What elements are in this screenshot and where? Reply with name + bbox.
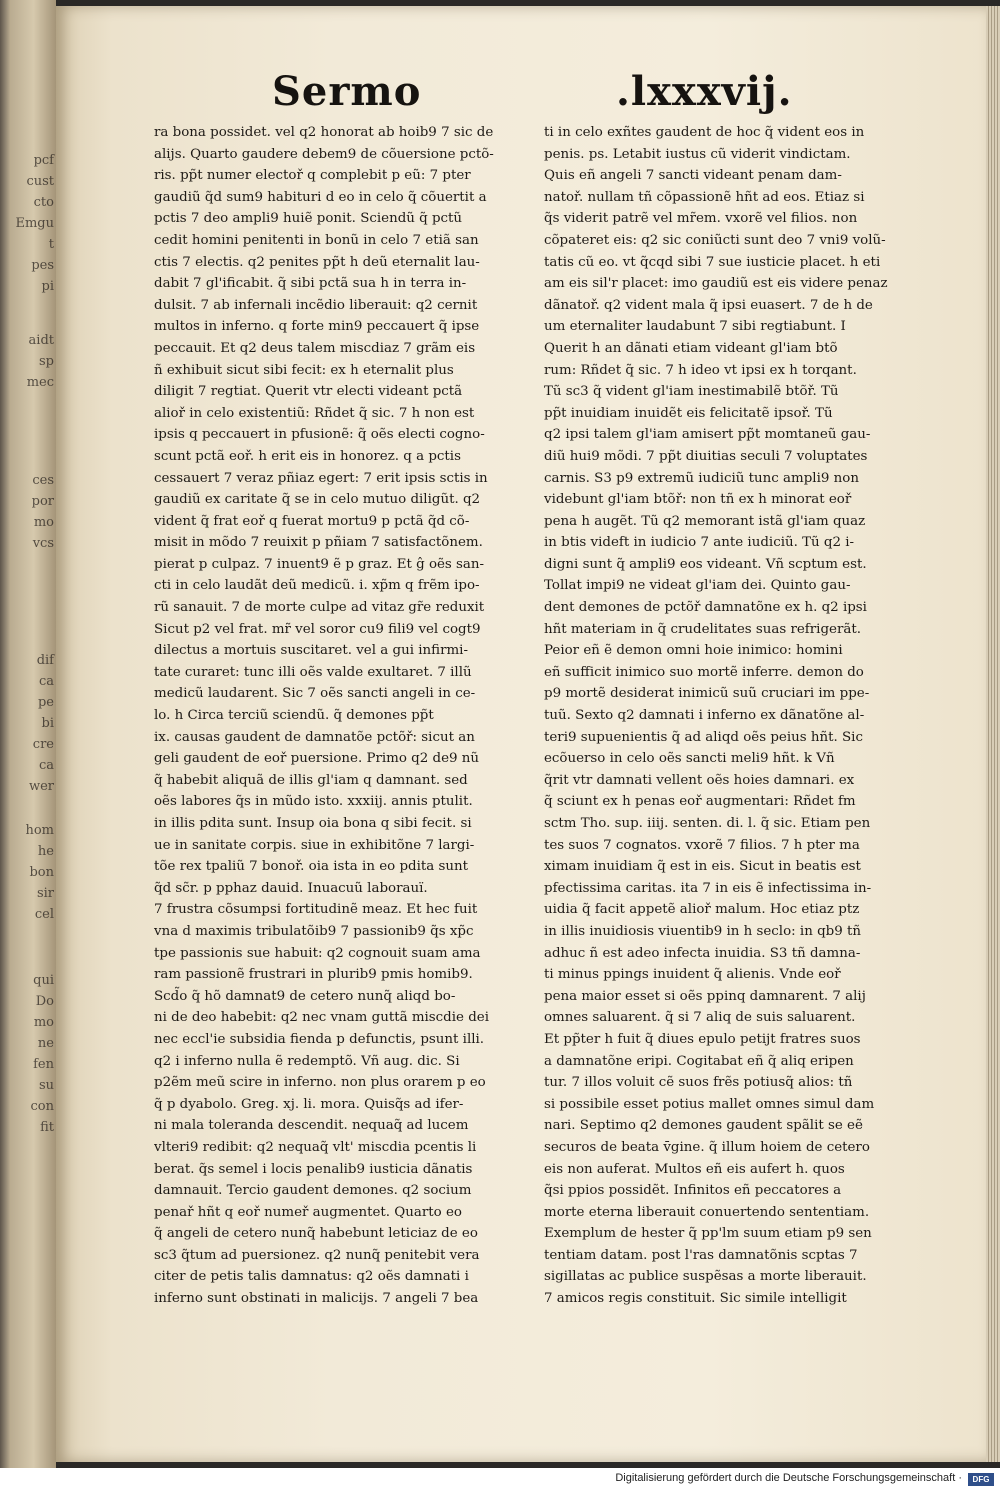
text-line: adhuc ñ est adeo infecta inuidia. S3 tñ damna- [544, 945, 861, 961]
text-line: multos in inferno. q forte min9 peccauert q̃ ipse [154, 319, 480, 335]
text-line: inferno sunt obstinati in malicijs. 7 angeli 7 bea [154, 1291, 479, 1307]
text-line: sc3 q̃tum ad puersionez. q2 nunq̃ penitebit vera [154, 1247, 480, 1263]
text-line: videbunt gl'iam btõř: non tñ ex h minorat eoř [544, 492, 852, 508]
text-line: tes suos 7 cognatos. vxorẽ 7 filios. 7 h pter ma [544, 837, 860, 853]
text-line: uidia q̃ facit appetẽ alioř malum. Hoc etiaz ptz [544, 902, 860, 918]
text-line: ximam inuidiam q̃ est in eis. Sicut in beatis est [544, 859, 861, 875]
text-line: q2 i inferno nulla ẽ redemptõ. Vñ aug. dic. Si [154, 1053, 460, 1069]
text-line: dãnatoř. q2 vident mala q̃ ipsi euasert. 7 de h de [544, 297, 873, 313]
text-line: dent demones de pctõř damnatõne ex h. q2 ipsi [544, 600, 867, 616]
text-line: omnes saluarent. q̃ si 7 aliq de suis saluarent. [544, 1010, 856, 1026]
text-line: medicũ laudarent. Sic 7 oẽs sancti angeli in ce- [154, 686, 476, 702]
text-line: citer de petis talis damnatus: q2 oẽs damnati i [154, 1269, 469, 1285]
text-line: pena maior esset si oẽs ppinq damnarent. 7 alij [544, 988, 866, 1004]
text-line: vna d maximis tribulatõib9 7 passionib9 q̃s xp̃c [154, 923, 474, 939]
text-line: q̃ habebit aliquã de illis gl'iam q damnant. sed [154, 772, 468, 788]
text-line: pctis 7 deo ampli9 huiẽ ponit. Sciendũ q̃ pctũ [154, 211, 463, 227]
text-line: lo. h Circa terciũ sciendũ. q̃ demones pp̃t [154, 708, 434, 724]
text-line: tõe rex tpaliũ 7 bonoř. oia ista in eo pdita sunt [154, 859, 468, 875]
text-line: cessauert 7 veraz pñiaz egert: 7 erit ipsis sctis in [154, 470, 488, 486]
text-line: si possibile esset potius mallet omnes simul dam [544, 1096, 875, 1112]
text-line: Querit h an dãnati etiam videant gl'iam btõ [544, 340, 838, 356]
facing-page-fragment: ces por mo vcs [31, 473, 54, 551]
text-line: nari. Septimo q2 demones gaudent spãlit se eẽ [544, 1118, 863, 1134]
text-line: vlteri9 redibit: q2 nequaq̃ vlt' miscdia pcentis li [154, 1139, 477, 1155]
text-line: q̃rit vtr damnati vellent oẽs hoies damnari. ex [544, 772, 855, 788]
text-line: ctis 7 electis. q2 penites pp̃t h deũ eternalit lau- [154, 254, 480, 270]
text-line: hñt materiam in q̃ crudelitates suas refrigerãt. [544, 621, 861, 637]
text-line: sctm Tho. sup. iiij. senten. di. l. q̃ sic. Etiam pen [544, 816, 871, 831]
facing-page-edge [0, 0, 56, 1468]
text-line: am eis sil'r placet: imo gaudiũ est eis videre penaz [544, 276, 888, 292]
text-line: in illis inuidiosis viuentib9 in h seclo: in qb9 tñ [544, 923, 862, 939]
text-line: ti minus ppings inuident q̃ alienis. Vnde eoř [544, 967, 841, 983]
running-head-title: Sermo [272, 68, 422, 115]
text-line: cõpateret eis: q2 sic coniũcti sunt deo 7 vni9 volũ- [544, 232, 886, 248]
text-line: pp̃t inuidiam inuidẽt eis felicitatẽ ipsoř. Tũ [544, 405, 833, 421]
text-line: q̃s viderit patrẽ vel mr̃em. vxorẽ vel filios. non [544, 211, 858, 227]
text-line: cedit homini penitenti in bonũ in celo 7 etiã san [154, 232, 479, 248]
facing-page-fragment: qui Do mo ne fen su con fit [30, 973, 54, 1135]
text-line: ni de deo habebit: q2 nec vnam guttã miscdie dei [154, 1010, 489, 1026]
text-line: vident q̃ frat eoř q fuerat mortu9 p pctã q̃d cõ- [154, 513, 470, 529]
text-line: scunt pctã eoř. h erit eis in honorez. q a pctis [154, 448, 461, 464]
text-line: ipsis q peccauert in pfusionẽ: q̃ oẽs electi cogno- [154, 427, 485, 443]
text-line: geli gaudent de eoř puersione. Primo q2 de9 nũ [154, 751, 480, 767]
text-line: alijs. Quarto gaudere debem9 de cõuersione pctõ- [154, 146, 494, 162]
text-line: in illis pdita sunt. Insup oia bona q sibi fecit. si [154, 816, 472, 831]
digitization-footer [0, 1468, 1000, 1491]
text-line: p9 mortẽ desiderat inimicũ suũ cruciari im ppe- [544, 686, 870, 702]
text-line: morte eterna liberauit conuertendo sententiam. [544, 1204, 870, 1220]
text-line: Tũ sc3 q̃ vident gl'iam inestimabilẽ btõř. Tũ [544, 384, 839, 400]
text-line: ñ exhibuit sicut sibi fecit: ex h eternalit plus [154, 362, 454, 378]
text-column-right [544, 122, 892, 1310]
text-line: eñ sufficit inimico suo mortẽ inferre. demon do [544, 664, 864, 680]
text-line: q̃ sciunt ex h penas eoř augmentari: Rñdet fm [544, 794, 856, 810]
text-line: penis. ps. Letabit iustus cũ viderit vindictam. [544, 146, 851, 162]
text-line: tuũ. Sexto q2 damnati i inferno ex dãnatõne al- [544, 708, 865, 724]
text-line: q̃d sc̃r. p pphaz dauid. Inuacuũ laborauï. [154, 880, 428, 896]
text-line: teri9 supuenientis q̃ ad aliqd oẽs peius hñt. Sic [544, 729, 863, 745]
text-line: natoř. nullam tñ cõpassionẽ hñt ad eos. Etiaz si [544, 189, 865, 205]
text-line: carnis. S3 p9 extremũ iudiciũ tunc ampli9 non [544, 470, 859, 486]
text-line: securos de beata v̄gine. q̃ illum hoiem de cetero [544, 1139, 870, 1155]
facing-page-fragment: aidt sp mec [26, 333, 54, 390]
text-line: peccauit. Et q2 deus talem miscdiaz 7 grãm eis [154, 340, 476, 356]
text-line: digni sunt q̃ ampli9 eos videant. Vñ scptum est. [544, 556, 867, 572]
text-line: pena h augẽt. Tũ q2 memorant istã gl'iam quaz [544, 513, 866, 529]
text-line: rũ sanauit. 7 de morte culpe ad vitaz gr̃e reduxit [154, 600, 485, 616]
text-line: q̃ angeli de cetero nunq̃ habebunt leticiaz de eo [154, 1226, 478, 1242]
text-line: sigillatas ac publice suspẽsas a morte liberauit. [544, 1269, 867, 1285]
text-line: Scd̃o q̃ hõ damnat9 de cetero nunq̃ aliqd bo- [154, 988, 456, 1004]
text-line: tatis cũ eo. vt q̃cqd sibi 7 sue iusticie placet. h eti [544, 254, 881, 270]
text-line: in btis videft in iudicio 7 ante iudiciũ. Tũ q2 i- [544, 535, 855, 551]
folio-number: .lxxxvij. [616, 68, 793, 115]
page-edges [986, 6, 1000, 1462]
text-line: ecõuerso in celo oẽs sancti meli9 hñt. k Vñ [544, 751, 835, 767]
text-line: q̃ p dyabolo. Greg. xj. li. mora. Quisq̃s ad ifer- [154, 1096, 464, 1112]
text-line: Tollat impi9 ne videat gl'iam dei. Quinto gau- [544, 578, 851, 594]
text-line: 7 amicos regis constituit. Sic simile intelligit [544, 1291, 847, 1307]
text-line: Sicut p2 vel frat. mr̃ vel soror cu9 fili9 vel cogt9 [154, 621, 481, 637]
facing-page-fragment: pcf cust cto Emgu t pes pi [15, 153, 54, 294]
text-line: alioř in celo existentiũ: Rñdet q̃ sic. 7 h non est [154, 405, 475, 421]
text-column-left [154, 122, 516, 1310]
text-line: gaudiũ ex caritate q̃ se in celo mutuo diligũt. q2 [154, 492, 481, 508]
text-line: q2 ipsi talem gl'iam amisert pp̃t momtaneũ gau- [544, 427, 871, 443]
dfg-logo: DFG [968, 1473, 994, 1486]
text-line: ra bona possidet. vel q2 honorat ab hoib9 7 sic de [154, 125, 494, 140]
text-line: tentiam datam. post l'ras damnatõnis scptas 7 [544, 1247, 858, 1263]
text-line: cti in celo laudãt deũ medicũ. i. xp̃m q frẽm ipo- [154, 578, 480, 594]
book-page [56, 6, 986, 1462]
text-line: ris. pp̃t numer electoř q complebit p eũ: 7 pter [154, 168, 471, 184]
text-line: q̃si ppios possidẽt. Infinitos eñ peccatores a [544, 1183, 842, 1199]
text-line: 7 frustra cõsumpsi fortitudinẽ meaz. Et hec fuit [154, 902, 478, 918]
text-line: ram passionẽ frustrari in plurib9 pmis homib9. [154, 967, 473, 983]
text-line: tpe passionis sue habuit: q2 cognouit suam ama [154, 945, 481, 961]
text-line: penař hñt q eoř numeř augmentet. Quarto eo [154, 1204, 462, 1220]
text-line: tate curaret: tunc illi oẽs valde exultaret. 7 illũ [154, 664, 472, 680]
text-line: Quis eñ angeli 7 sancti videant penam dam- [544, 168, 842, 184]
text-line: rum: Rñdet q̃ sic. 7 h ideo vt ipsi ex h torqant. [544, 362, 857, 378]
text-line: ix. causas gaudent de damnatõe pctõř: sicut an [154, 729, 475, 745]
text-line: gaudiũ q̃d sum9 habituri d eo in celo q̃ cõuertit a [154, 189, 487, 205]
text-line: dulsit. 7 ab infernali incẽdio liberauit: q2 cernit [154, 297, 478, 313]
text-line: Peior eñ ẽ demon omni hoie inimico: homini [544, 643, 843, 659]
text-line: a damnatõne eripi. Cogitabat eñ q̃ aliq eripen [544, 1053, 854, 1069]
text-line: ue in sanitate corpis. siue in exhibitõne 7 largi- [154, 837, 475, 853]
facing-page-fragment: hom he bon sir cel [25, 823, 54, 922]
text-line: misit in mõdo 7 reuixit p pñiam 7 satisfactõnem. [154, 535, 483, 551]
text-line: ti in celo exñtes gaudent de hoc q̃ vident eos in [544, 125, 865, 140]
funding-credit: Digitalisierung gefördert durch die Deutsche Forschungsgemeinschaft · [615, 1472, 962, 1484]
text-line: dabit 7 gl'ificabit. q̃ sibi pctã sua h in terra in- [154, 276, 467, 292]
text-line: diligit 7 regtiat. Querit vtr electi videant pctã [154, 384, 463, 400]
text-line: tur. 7 illos voluit cẽ suos frẽs potiusq̃ alios: tñ [544, 1075, 853, 1091]
text-line: oẽs labores q̃s in mũdo isto. xxxiij. annis ptulit. [154, 794, 473, 810]
text-line: ni mala toleranda descendit. nequaq̃ ad lucem [154, 1118, 469, 1134]
text-line: nec eccl'ie subsidia fienda p defunctis, psunt illi. [154, 1031, 485, 1047]
text-line: Et pp̃ter h fuit q̃ diues epulo petijt fratres suos [544, 1031, 861, 1047]
text-line: dilectus a mortuis suscitaret. vel a gui infirmi- [154, 643, 468, 659]
text-line: diũ hui9 mõdi. 7 pp̃t diuitias seculi 7 voluptates [544, 448, 868, 464]
text-line: eis non auferat. Multos eñ eis aufert h. quos [544, 1161, 845, 1177]
text-line: pfectissima caritas. ita 7 in eis ẽ infectissima in- [544, 880, 872, 896]
text-line: damnauit. Tercio gaudent demones. q2 socium [154, 1183, 472, 1199]
facing-page-fragment: dif ca pe bi cre ca wer [28, 653, 54, 794]
text-line: um eternaliter laudabunt 7 sibi regtiabunt. I [544, 319, 846, 335]
text-line: pierat p culpaz. 7 inuent9 ẽ p graz. Et ĝ oẽs san- [154, 556, 485, 572]
text-line: berat. q̃s semel i locis penalib9 iusticia dãnatis [154, 1161, 473, 1177]
text-line: Exemplum de hester q̃ pp'lm suum etiam p9 sen [544, 1226, 872, 1242]
text-line: p2ẽm meũ scire in inferno. non plus orarem p eo [154, 1075, 486, 1091]
